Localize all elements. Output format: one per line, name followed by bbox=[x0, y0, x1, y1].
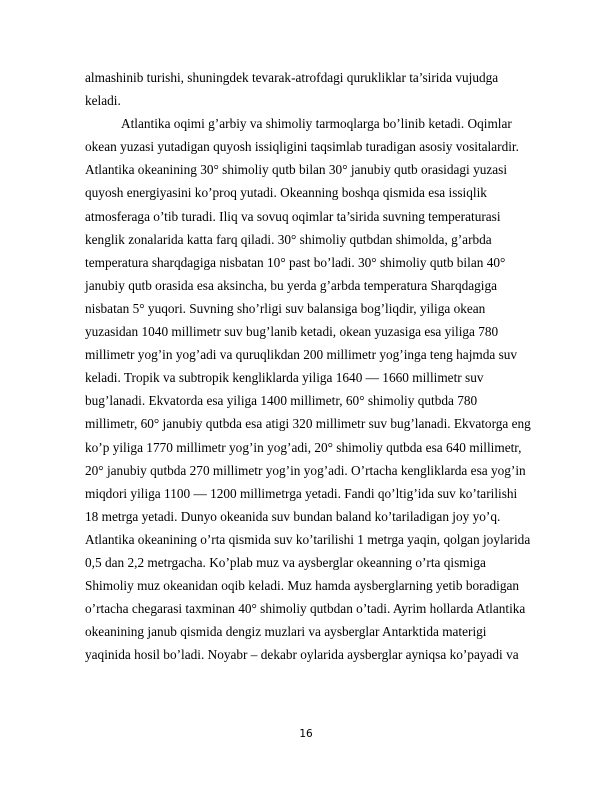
paragraph-start-line: Atlantika oqimi g’arbiy va shimoliy tarmoqlarga bo’linib ketadi. Oqimlar bbox=[121, 116, 512, 132]
text-line: quyosh energiyasini ko’proq yutadi. Okeanning boshqa qismida esa issiqlik bbox=[85, 185, 487, 201]
text-line: ko’p yiliga 1770 millimetr yog’in yog’adi, 20° shimoliy qutbda esa 640 millimetr, bbox=[85, 439, 522, 455]
text-line: millimetr yog’in yog’adi va quruqlikdan 200 millimetr yog’inga teng hajmda suv bbox=[85, 347, 518, 363]
text-line: nisbatan 5° yuqori. Suvning sho’rligi suv balansiga bog’liqdir, yiliga okean bbox=[85, 300, 486, 316]
text-line: kenglik zonalarida katta farq qiladi. 30° shimoliy qutbdan shimolda, g’arbda bbox=[85, 231, 492, 247]
text-line: keladi. bbox=[85, 93, 121, 109]
text-line: keladi. Tropik va subtropik kengliklarda yiliga 1640 — 1660 millimetr suv bbox=[85, 370, 484, 386]
text-line: almashinib turishi, shuningdek tevarak-atrofdagi qurukliklar ta’sirida vujudga bbox=[85, 70, 499, 85]
text-line: millimetr, 60° janubiy qutbda esa atigi 320 millimetr suv bug’lanadi. Ekvatorga eng bbox=[85, 416, 531, 432]
text-line: yuzasidan 1040 millimetr suv bug’lanib ketadi, okean yuzasiga esa yiliga 780 bbox=[85, 324, 499, 340]
text-line: janubiy qutb orasida esa aksincha, bu yerda g’arbda temperatura Sharqdagiga bbox=[85, 277, 498, 293]
page-number: 16 bbox=[299, 728, 313, 740]
text-line: yaqinida hosil bo’ladi. Noyabr – dekabr oylarida aysberglar ayniqsa ko’payadi va bbox=[85, 647, 519, 663]
text-line: temperatura sharqdagiga nisbatan 10° past bo’ladi. 30° shimoliy qutb bilan 40° bbox=[85, 254, 506, 270]
body-text bbox=[85, 66, 545, 666]
text-line: o’rtacha chegarasi taxminan 40° shimoliy qutbdan o’tadi. Ayrim hollarda Atlantika bbox=[85, 601, 526, 617]
text-line: okean yuzasi yutadigan quyosh issiqligini taqsimlab turadigan asosiy vositalardir. bbox=[85, 139, 519, 155]
text-line: bug’lanadi. Ekvatorda esa yiliga 1400 millimetr, 60° shimoliy qutbda 780 bbox=[85, 393, 478, 409]
text-line: 18 metrga yetadi. Dunyo okeanida suv bundan baland ko’tariladigan joy yo’q. bbox=[85, 508, 501, 524]
text-line: atmosferaga o’tib turadi. Iliq va sovuq oqimlar ta’sirida suvning temperaturasi bbox=[85, 208, 501, 224]
text-line: Shimoliy muz okeanidan oqib keladi. Muz hamda aysberglarning yetib boradigan bbox=[85, 578, 520, 594]
text-line: Atlantika okeanining o’rta qismida suv ko’tarilishi 1 metrga yaqin, qolgan joylarida bbox=[85, 531, 531, 547]
text-line: 20° janubiy qutbda 270 millimetr yog’in yog’adi. O’rtacha kengliklarda esa yog’in bbox=[85, 462, 526, 478]
text-line: okeanining janub qismida dengiz muzlari va aysberglar Antarktida materigi bbox=[85, 624, 487, 640]
text-line: miqdori yiliga 1100 — 1200 millimetrga yetadi. Fandi qo’ltig’ida suv ko’tarilishi bbox=[85, 485, 518, 501]
text-line: Atlantika okeanining 30° shimoliy qutb bilan 30° janubiy qutb orasidagi yuzasi bbox=[85, 162, 508, 178]
text-line: 0,5 dan 2,2 metrgacha. Ko’plab muz va aysberglar okeanning o’rta qismiga bbox=[85, 554, 486, 570]
